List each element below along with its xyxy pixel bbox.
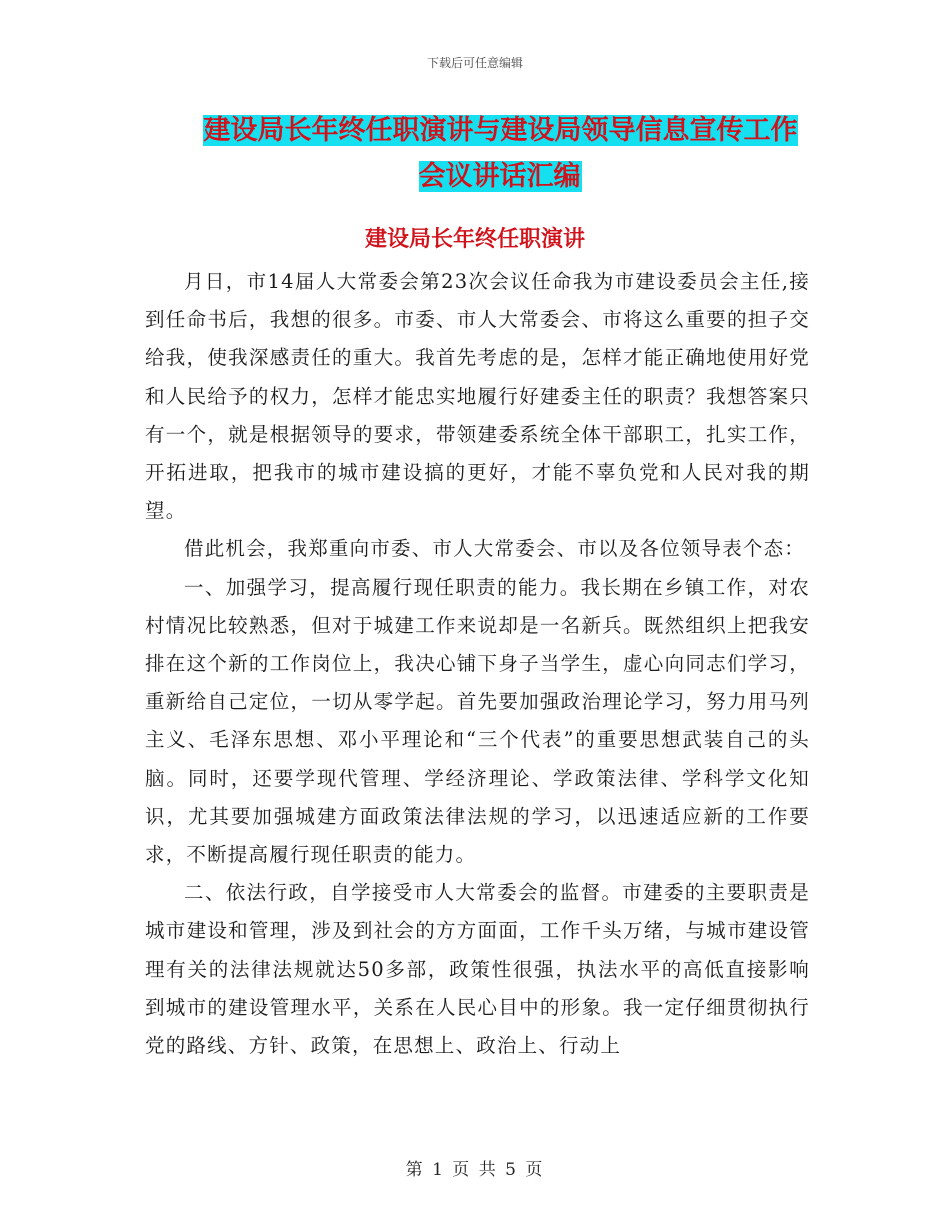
paragraph: 一、加强学习，提高履行现任职责的能力。我长期在乡镇工作，对农村情况比较熟悉，但对于城建工作来说却是一名新兵。既然组织上把我安排在这个新的工作岗位上，我决心铺下身子当学生，虚心向同志们学习，重新给自己定位，一切从零学起。首先要加强政治理论学习，努力用马列主义、毛泽东思想、邓小平理论和“三个代表”的重要思想武装自己的头脑。同时，还要学现代管理、学经济理论、学政策法律、学科学文化知识，尤其要加强城建方面政策法律法规的学习，以迅速适应新的工作要求，不断提高履行现任职责的能力。 [145,575,810,867]
document-title [190,108,810,200]
header-note: 下载后可任意编辑 [426,56,523,70]
page-footer: 第 1 页 共 5 页 [405,1160,545,1180]
paragraph: 借此机会，我郑重向市委、市人大常委会、市以及各位领导表个态： [184,537,806,561]
document-title-text: 建设局长年终任职演讲与建设局领导信息宣传工作会议讲话汇编 [203,115,798,192]
paragraph: 月日，市14届人大常委会第23次会议任命我为市建设委员会主任,接到任命书后，我想的很多。市委、市人大常委会、市将这么重要的担子交给我，使我深感责任的重大。我首先考虑的是，怎样才能正确地使用好党和人民给予的权力，怎样才能忠实地履行好建委主任的职责？我想答案只有一个，就是根据领导的要求，带领建委系统全体干部职工，扎实工作，开拓进取，把我市的城市建设搞的更好，才能不辜负党和人民对我的期望。 [145,270,810,523]
body-text [145,263,810,1065]
section-title: 建设局长年终任职演讲 [364,227,585,252]
paragraph: 二、依法行政，自学接受市人大常委会的监督。市建委的主要职责是城市建设和管理，涉及到社会的方方面面，工作千头万绪，与城市建设管理有关的法律法规就达50多部，政策性很强，执法水平的高低直接影响到城市的建设管理水平，关系在人民心目中的形象。我一定仔细贯彻执行党的路线、方针、政策，在思想上、政治上、行动上 [145,881,810,1058]
